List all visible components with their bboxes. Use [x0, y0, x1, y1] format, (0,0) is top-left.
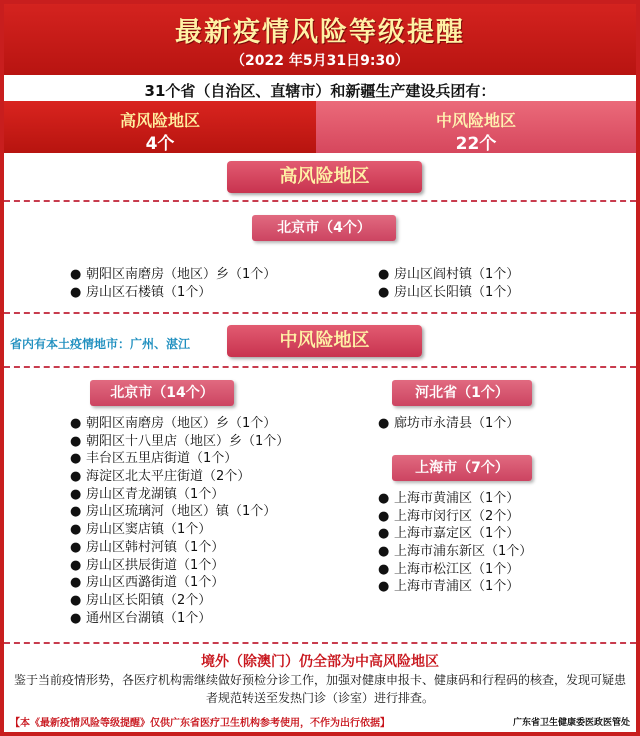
list-item — [70, 539, 289, 557]
bullet-icon: ● — [378, 579, 390, 595]
mid-risk-summary-count: 22个 — [455, 134, 497, 154]
list-item — [70, 592, 289, 610]
high-list-left — [70, 266, 276, 301]
list-item — [70, 415, 289, 433]
high-risk-section-title: 高风险地区 — [227, 161, 422, 193]
list-item — [70, 557, 289, 575]
list-item — [70, 266, 276, 284]
list-item-text: 上海市浦东新区（1个） — [394, 544, 533, 560]
separator-line — [4, 366, 636, 368]
mid-risk-summary — [316, 101, 636, 153]
list-item — [378, 490, 532, 508]
header-band — [4, 4, 636, 75]
bullet-icon: ● — [70, 433, 82, 449]
list-item — [70, 284, 276, 302]
bullet-icon: ● — [378, 526, 390, 542]
list-item-text: 朝阳区十八里店（地区）乡（1个） — [86, 433, 290, 449]
list-item-text: 房山区长阳镇（1个） — [394, 284, 520, 300]
list-item-text: 丰台区五里店街道（1个） — [86, 451, 238, 467]
list-item-text: 房山区西潞街道（1个） — [86, 575, 225, 591]
mid-list-shanghai — [378, 490, 532, 596]
bullet-icon: ● — [70, 284, 82, 300]
list-item — [70, 521, 289, 539]
list-item — [378, 508, 532, 526]
list-item — [378, 284, 519, 302]
bullet-icon: ● — [378, 544, 390, 560]
bullet-icon: ● — [70, 416, 82, 431]
page-title: 最新疫情风险等级提醒 — [175, 17, 465, 48]
mid-region-shanghai: 上海市（7个） — [392, 455, 532, 481]
separator-line — [4, 200, 636, 202]
list-item-text: 朝阳区南磨房（地区）乡（1个） — [86, 267, 277, 282]
mid-region-hebei: 河北省（1个） — [392, 380, 532, 406]
list-item — [70, 468, 289, 486]
bullet-icon: ● — [378, 561, 390, 577]
intro-text: 31个省（自治区、直辖市）和新疆生产建设兵团有： — [144, 82, 496, 100]
list-item-text: 上海市嘉定区（1个） — [394, 526, 520, 542]
high-risk-summary — [4, 101, 316, 153]
list-item-text: 上海市松江区（1个） — [394, 561, 520, 577]
bullet-icon: ● — [70, 539, 82, 555]
list-item-text: 朝阳区南磨房（地区）乡（1个） — [86, 416, 277, 431]
list-item — [378, 525, 532, 543]
bullet-icon: ● — [378, 508, 390, 524]
list-item-text: 房山区阎村镇（1个） — [394, 267, 520, 282]
footer — [4, 715, 636, 732]
bullet-icon: ● — [70, 451, 82, 467]
bullet-icon: ● — [378, 491, 390, 506]
overseas-note: 境外（除澳门）仍全部为中高风险地区 — [201, 654, 439, 670]
separator-line — [4, 642, 636, 644]
bullet-icon: ● — [378, 416, 390, 431]
list-item-text: 房山区拱辰街道（1个） — [86, 557, 225, 573]
list-item — [70, 574, 289, 592]
high-risk-summary-count: 4个 — [145, 134, 175, 154]
bullet-icon: ● — [70, 557, 82, 573]
list-item-text: 房山区石楼镇（1个） — [86, 284, 212, 300]
list-item — [378, 415, 519, 433]
list-item-text: 通州区台湖镇（1个） — [86, 610, 212, 626]
bullet-icon: ● — [378, 267, 390, 282]
high-list-right — [378, 266, 519, 301]
list-item-text: 海淀区北太平庄街道（2个） — [86, 469, 251, 485]
bullet-icon: ● — [70, 504, 82, 520]
list-item-text: 上海市闵行区（2个） — [394, 508, 520, 524]
bullet-icon: ● — [70, 469, 82, 485]
mid-list-hebei — [378, 415, 519, 433]
mid-list-beijing — [70, 415, 289, 627]
footer-disclaimer: 【本《最新疫情风险等级提醒》仅供广东省医疗卫生机构参考使用，不作为出行依据】 — [10, 718, 390, 729]
bullet-icon: ● — [70, 610, 82, 626]
list-item-text: 上海市青浦区（1个） — [394, 579, 520, 595]
list-item — [70, 610, 289, 628]
list-item — [378, 578, 532, 596]
list-item-text: 房山区琉璃河（地区）镇（1个） — [86, 504, 277, 520]
list-item-text: 上海市黄浦区（1个） — [394, 491, 520, 506]
list-item — [70, 433, 289, 451]
list-item — [378, 561, 532, 579]
list-item-text: 廊坊市永清县（1个） — [394, 416, 520, 431]
mid-risk-section-title: 中风险地区 — [227, 325, 422, 357]
high-region-beijing: 北京市（4个） — [252, 215, 396, 241]
bullet-icon: ● — [70, 592, 82, 608]
high-risk-summary-label: 高风险地区 — [119, 111, 200, 130]
list-item-text: 房山区长阳镇（2个） — [86, 592, 212, 608]
list-item — [70, 450, 289, 468]
bullet-icon: ● — [70, 522, 82, 538]
list-item-text: 房山区青龙湖镇（1个） — [86, 486, 225, 502]
list-item-text: 房山区韩村河镇（1个） — [86, 539, 225, 555]
list-item — [70, 503, 289, 521]
mid-risk-summary-label: 中风险地区 — [435, 111, 516, 130]
separator-line — [4, 312, 636, 314]
update-date: （2022 年5月31日9:30） — [231, 53, 409, 69]
bullet-icon: ● — [70, 575, 82, 591]
bullet-icon: ● — [70, 486, 82, 502]
list-item — [70, 486, 289, 504]
advice-text: 鉴于当前疫情形势，各医疗机构需继续做好预检分诊工作，加强对健康申报卡、健康码和行程码的核查，发现可疑患者规范转送至发热门诊（诊室）进行排查。 — [13, 673, 626, 705]
mid-region-beijing: 北京市（14个） — [90, 380, 234, 406]
list-item — [378, 543, 532, 561]
bullet-icon: ● — [378, 284, 390, 300]
list-item-text: 房山区窦店镇（1个） — [86, 522, 212, 538]
local-outbreak-note: 省内有本土疫情地市：广州、湛江 — [10, 337, 191, 351]
list-item — [378, 266, 519, 284]
bullet-icon: ● — [70, 267, 82, 282]
footer-organization: 广东省卫生健康委医政医管处 — [512, 718, 630, 728]
